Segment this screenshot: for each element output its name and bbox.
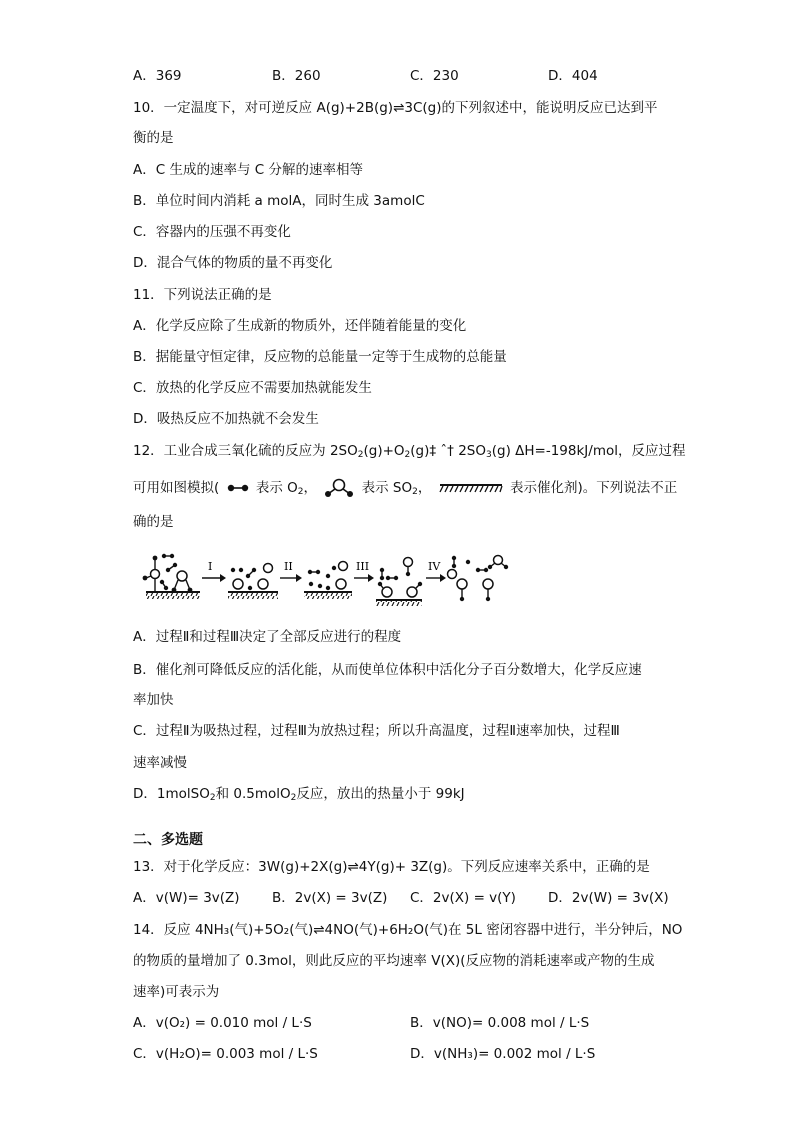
q14-option-d: D．v(NH₃)= 0.002 mol / L·S	[410, 1046, 596, 1062]
q14-option-a: A．v(O₂) = 0.010 mol / L·S	[133, 1015, 312, 1031]
q13-option-c: C．2v(X) = v(Y)	[410, 890, 516, 906]
reaction-process-figure	[140, 548, 520, 606]
so2-molecule-icon	[324, 478, 354, 498]
section-title-multi-choice: 二、多选题	[133, 832, 203, 848]
q11-option-a: A．化学反应除了生成新的物质外，还伴随着能量的变化	[133, 318, 467, 334]
arrow-step-4	[426, 560, 446, 582]
q10-option-c: C．容器内的压强不再变化	[133, 224, 291, 240]
q12-stem-line1: 12．工业合成三氧化硫的反应为 $2SO_2(g)+O_2(g)\ddagger$ ˆ† $2SO_3(g)$ ΔH=-198kJ/mol，反应过程	[133, 443, 686, 460]
q11-option-b: B．据能量守恒定律，反应物的总能量一定等于生成物的总能量	[133, 349, 507, 365]
arrow-step-3	[354, 560, 374, 582]
q10-stem-line2: 衡的是	[133, 130, 174, 146]
q11-option-d: D．吸热反应不加热就不会发生	[133, 411, 319, 427]
q14-stem-line1: 14．反应 4NH₃(气)+5O₂(气)⇌4NO(气)+6H₂O(气)在 5L 密闭容器中进行，半分钟后，NO	[133, 922, 683, 938]
o2-molecule-icon	[227, 484, 249, 492]
q14-stem-line3: 速率)可表示为	[133, 984, 220, 1000]
q13-stem: 13．对于化学反应：3W(g)+2X(g)⇌4Y(g)+ 3Z(g)。下列反应速率关系中，正确的是	[133, 859, 650, 875]
q12-option-a: A．过程Ⅱ和过程Ⅲ决定了全部反应进行的程度	[133, 629, 402, 645]
arrow-step-2	[280, 560, 302, 582]
stage-2-diagram	[228, 564, 278, 600]
step-label-4: IV	[428, 560, 441, 573]
q9-option-d: D．404	[548, 68, 598, 84]
q14-option-c: C．v(H₂O)= 0.003 mol / L·S	[133, 1046, 318, 1062]
q14-option-b: B．v(NO)= 0.008 mol / L·S	[410, 1015, 590, 1031]
q12-option-b-line2: 率加快	[133, 692, 174, 708]
q12-option-c-line1: C．过程Ⅱ为吸热过程，过程Ⅲ为放热过程；所以升高温度，过程Ⅱ速率加快，过程Ⅲ	[133, 723, 620, 739]
q12-option-b-line1: B．催化剂可降低反应的活化能，从而使单位体积中活化分子百分数增大，化学反应速	[133, 662, 642, 678]
q12-stem-line3: 确的是	[133, 514, 174, 530]
stage-3-diagram	[304, 562, 352, 600]
q12-stem-line2: 可用如图模拟( 表示 $O_2$， 表示 $SO_2$， 表示催化剂)。下列说法不正	[133, 480, 678, 497]
arrow-step-1	[202, 560, 226, 582]
q9-option-b: B．260	[272, 68, 321, 84]
stage-4-diagram	[376, 558, 422, 607]
q11-option-c: C．放热的化学反应不需要加热就能发生	[133, 380, 372, 396]
q10-option-b: B．单位时间内消耗 a molA，同时生成 3amolC	[133, 193, 425, 209]
stage-1-diagram	[143, 554, 200, 599]
q13-option-d: D．2v(W) = 3v(X)	[548, 890, 669, 906]
q12-option-d: D．1molSO$_2$和 0.5molO$_2$反应，放出的热量小于 99kJ	[133, 786, 465, 803]
catalyst-icon	[439, 483, 503, 493]
stage-5-diagram	[446, 556, 516, 602]
q13-option-a: A．v(W)= 3v(Z)	[133, 890, 240, 906]
q12-option-c-line2: 速率减慢	[133, 755, 187, 771]
q9-option-a: A．369	[133, 68, 182, 84]
step-label-3: III	[356, 560, 370, 573]
step-label-1: I	[208, 560, 213, 573]
q10-stem-line1: 10．一定温度下，对可逆反应 A(g)+2B(g)⇌3C(g)的下列叙述中，能说明反应已达到平	[133, 100, 658, 116]
q10-option-a: A．C 生成的速率与 C 分解的速率相等	[133, 162, 363, 178]
q11-stem: 11．下列说法正确的是	[133, 287, 272, 303]
step-label-2: II	[284, 560, 293, 573]
q9-option-c: C．230	[410, 68, 459, 84]
q13-option-b: B．2v(X) = 3v(Z)	[272, 890, 388, 906]
q14-stem-line2: 的物质的量增加了 0.3mol，则此反应的平均速率 V(X)(反应物的消耗速率或产物的生成	[133, 953, 655, 969]
q10-option-d: D．混合气体的物质的量不再变化	[133, 255, 333, 271]
